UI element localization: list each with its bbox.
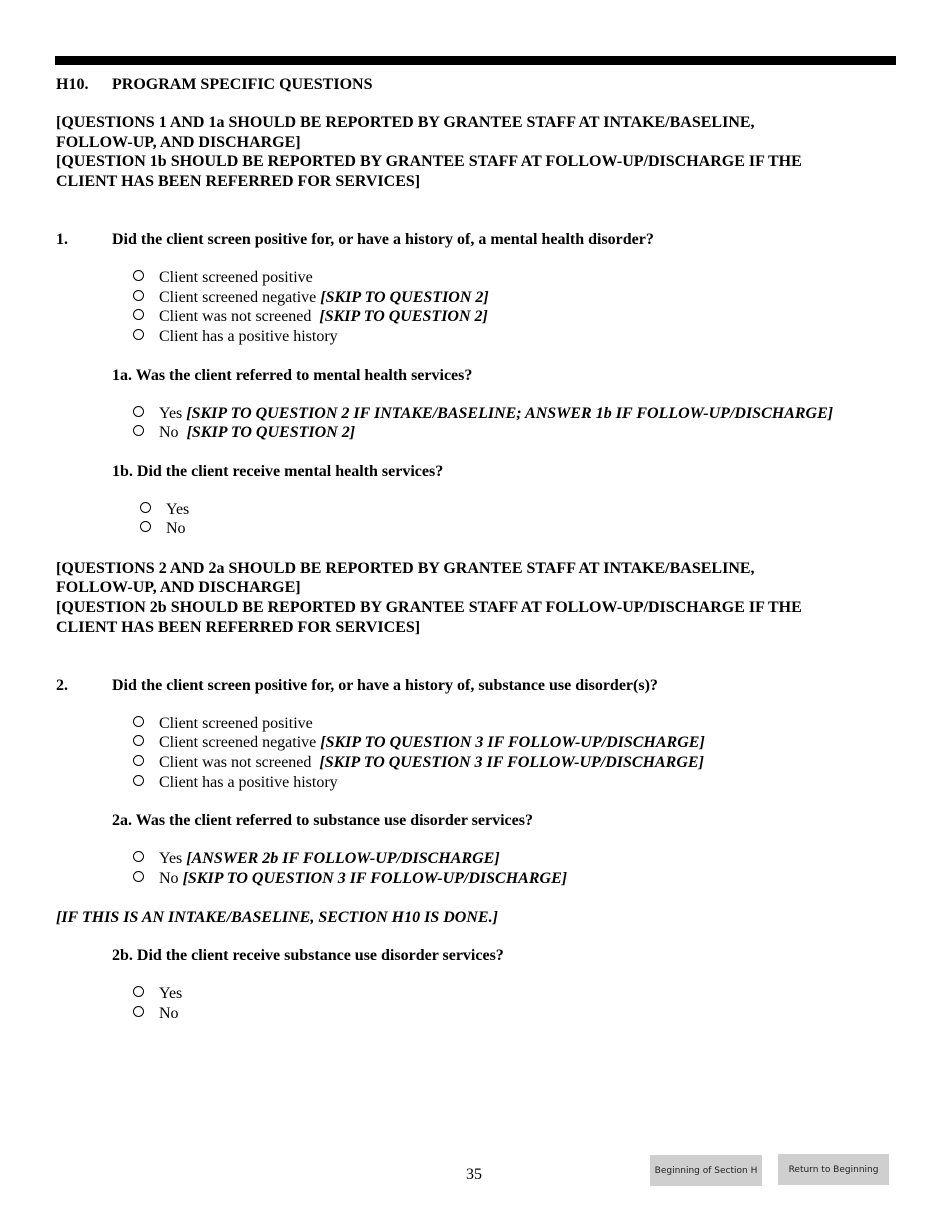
option-label: Yes <box>166 501 190 518</box>
radio-button[interactable] <box>133 309 144 320</box>
radio-button[interactable] <box>133 1006 144 1017</box>
section-code: H10. <box>56 76 89 93</box>
question-text: 1a. Was the client referred to mental health services? <box>112 367 473 384</box>
option-label: Client screened positive <box>159 715 313 732</box>
radio-button[interactable] <box>133 716 144 727</box>
radio-button[interactable] <box>133 270 144 281</box>
top-rule <box>55 56 896 65</box>
question-text: 2a. Was the client referred to substance use disorder services? <box>112 812 533 829</box>
instruction-line: CLIENT HAS BEEN REFERRED FOR SERVICES] <box>56 619 421 636</box>
intake-note: [IF THIS IS AN INTAKE/BASELINE, SECTION H10 IS DONE.] <box>56 909 498 926</box>
skip-instruction: [SKIP TO QUESTION 2 IF INTAKE/BASELINE; ANSWER 1b IF FOLLOW-UP/DISCHARGE] <box>186 405 834 422</box>
radio-button[interactable] <box>133 290 144 301</box>
radio-button[interactable] <box>140 502 151 513</box>
question-text: 1b. Did the client receive mental health services? <box>112 463 444 480</box>
radio-button[interactable] <box>140 521 151 532</box>
option-label: No <box>166 520 186 537</box>
option-label: Client was not screened [SKIP TO QUESTION 3 IF FOLLOW-UP/DISCHARGE] <box>159 754 704 771</box>
return-to-beginning-button[interactable]: Return to Beginning <box>778 1154 889 1185</box>
skip-instruction: [ANSWER 2b IF FOLLOW-UP/DISCHARGE] <box>186 850 500 867</box>
skip-instruction: [SKIP TO QUESTION 3 IF FOLLOW-UP/DISCHARGE] <box>182 870 568 887</box>
option-label: Client screened positive <box>159 269 313 286</box>
instruction-line: [QUESTIONS 2 AND 2a SHOULD BE REPORTED BY GRANTEE STAFF AT INTAKE/BASELINE, <box>56 560 755 577</box>
question-number: 2. <box>56 677 68 694</box>
instruction-line: CLIENT HAS BEEN REFERRED FOR SERVICES] <box>56 173 421 190</box>
instruction-line: [QUESTION 2b SHOULD BE REPORTED BY GRANTEE STAFF AT FOLLOW-UP/DISCHARGE IF THE <box>56 599 802 616</box>
instruction-line: FOLLOW-UP, AND DISCHARGE] <box>56 579 301 596</box>
option-label: Yes [ANSWER 2b IF FOLLOW-UP/DISCHARGE] <box>159 850 500 867</box>
radio-button[interactable] <box>133 329 144 340</box>
page-number: 35 <box>466 1166 482 1183</box>
skip-instruction: [SKIP TO QUESTION 2] <box>320 289 489 306</box>
option-label: No [SKIP TO QUESTION 3 IF FOLLOW-UP/DISCHARGE] <box>159 870 568 887</box>
beginning-of-section-button[interactable]: Beginning of Section H <box>650 1155 762 1186</box>
radio-button[interactable] <box>133 851 144 862</box>
question-text: 2b. Did the client receive substance use disorder services? <box>112 947 504 964</box>
instruction-line: FOLLOW-UP, AND DISCHARGE] <box>56 134 301 151</box>
option-label: Client has a positive history <box>159 774 338 791</box>
radio-button[interactable] <box>133 735 144 746</box>
radio-button[interactable] <box>133 755 144 766</box>
instruction-line: [QUESTION 1b SHOULD BE REPORTED BY GRANTEE STAFF AT FOLLOW-UP/DISCHARGE IF THE <box>56 153 802 170</box>
option-label: Client screened negative [SKIP TO QUESTION 2] <box>159 289 489 306</box>
option-label: Yes <box>159 985 183 1002</box>
skip-instruction: [SKIP TO QUESTION 3 IF FOLLOW-UP/DISCHARGE] <box>319 754 704 771</box>
radio-button[interactable] <box>133 986 144 997</box>
option-label: Client has a positive history <box>159 328 338 345</box>
option-label: No <box>159 1005 179 1022</box>
radio-button[interactable] <box>133 775 144 786</box>
instruction-line: [QUESTIONS 1 AND 1a SHOULD BE REPORTED BY GRANTEE STAFF AT INTAKE/BASELINE, <box>56 114 755 131</box>
radio-button[interactable] <box>133 425 144 436</box>
question-text: Did the client screen positive for, or have a history of, a mental health disorder? <box>112 231 654 248</box>
skip-instruction: [SKIP TO QUESTION 2] <box>319 308 488 325</box>
radio-button[interactable] <box>133 406 144 417</box>
option-label: Client was not screened [SKIP TO QUESTION 2] <box>159 308 488 325</box>
option-label: Yes [SKIP TO QUESTION 2 IF INTAKE/BASELINE; ANSWER 1b IF FOLLOW-UP/DISCHARGE] <box>159 405 834 422</box>
option-label: No [SKIP TO QUESTION 2] <box>159 424 356 441</box>
skip-instruction: [SKIP TO QUESTION 3 IF FOLLOW-UP/DISCHARGE] <box>320 734 705 751</box>
radio-button[interactable] <box>133 871 144 882</box>
section-title: PROGRAM SPECIFIC QUESTIONS <box>112 76 373 93</box>
option-label: Client screened negative [SKIP TO QUESTION 3 IF FOLLOW-UP/DISCHARGE] <box>159 734 705 751</box>
skip-instruction: [SKIP TO QUESTION 2] <box>186 424 356 441</box>
question-text: Did the client screen positive for, or have a history of, substance use disorder(s)? <box>112 677 658 694</box>
question-number: 1. <box>56 231 68 248</box>
